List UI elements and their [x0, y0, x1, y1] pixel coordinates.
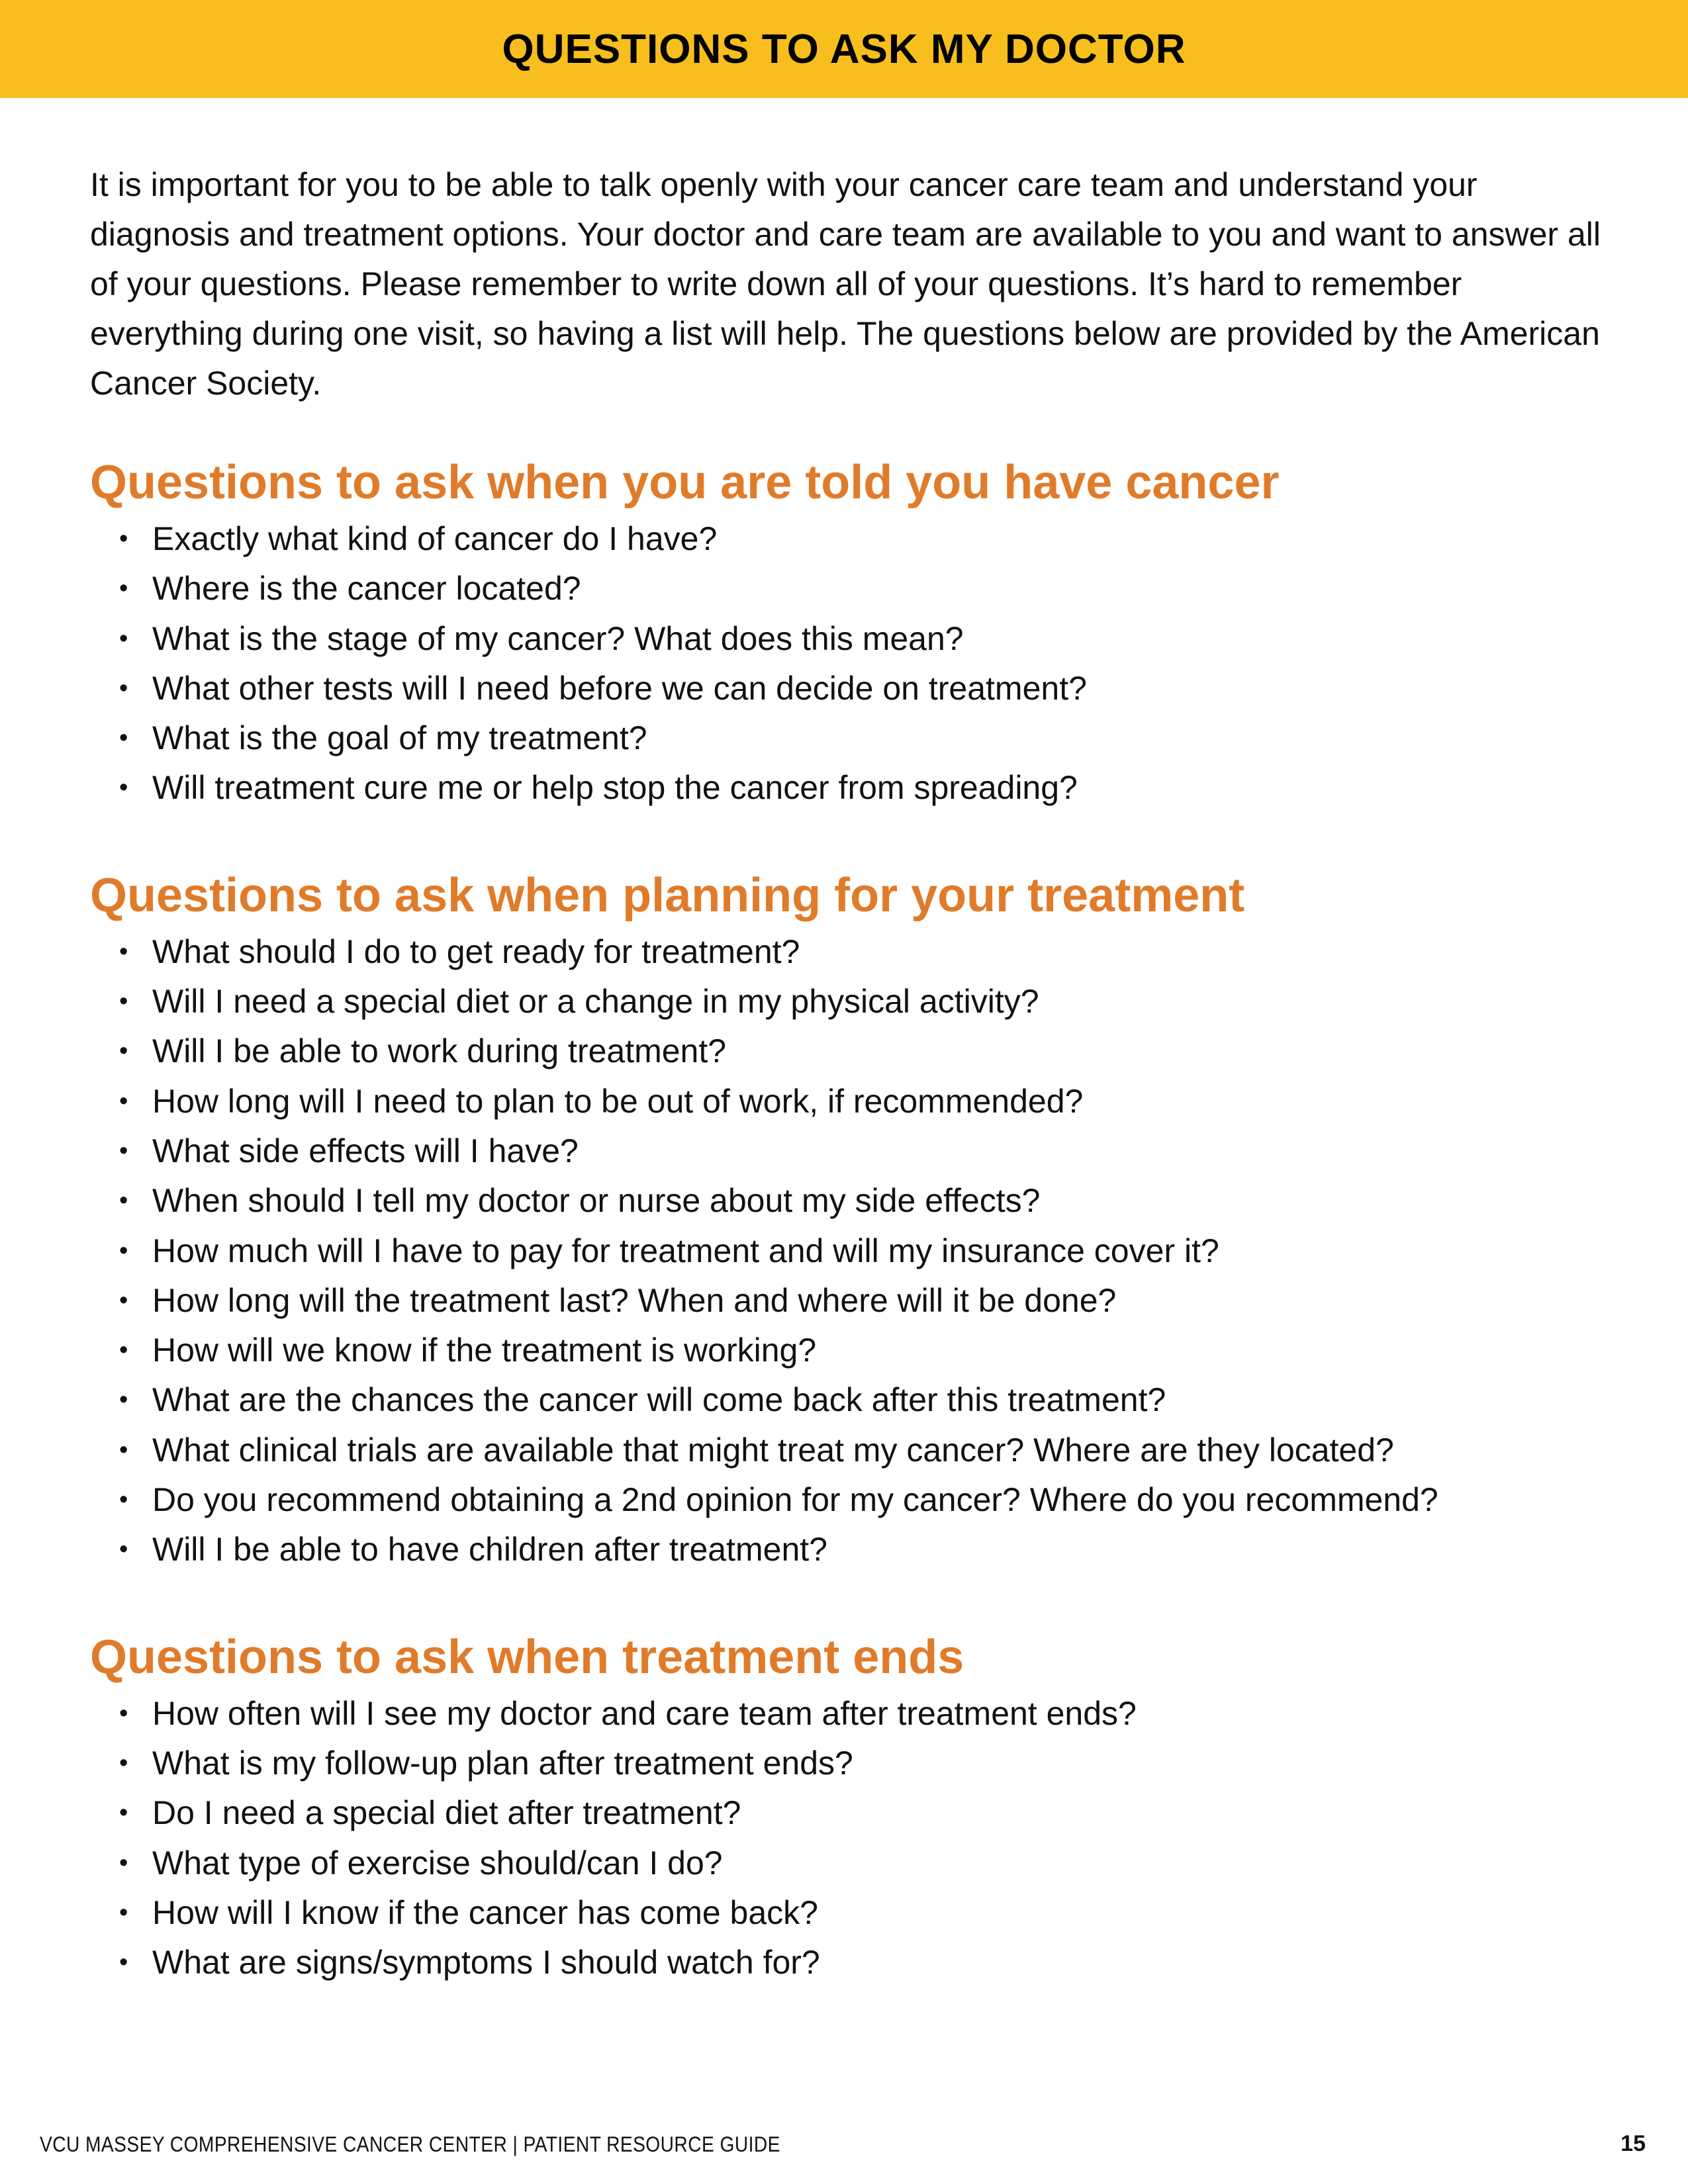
- section-title-treatment-ends: Questions to ask when treatment ends: [90, 1630, 964, 1684]
- main-content: [90, 160, 1613, 1987]
- list-item: • How much will I have to pay for treatment and will my insurance cover it?: [119, 1226, 1613, 1276]
- question-list-treatment-ends: [90, 1689, 1613, 1988]
- list-item: • What other tests will I need before we can decide on treatment?: [119, 664, 1613, 713]
- list-item: • Will I be able to work during treatment?: [119, 1026, 1613, 1076]
- page-number: 15: [1620, 2131, 1646, 2156]
- page-title: QUESTIONS TO ASK MY DOCTOR: [502, 26, 1186, 72]
- list-item: • What side effects will I have?: [119, 1126, 1613, 1176]
- footer-guide-title: VCU MASSEY COMPREHENSIVE CANCER CENTER | PATIENT RESOURCE GUIDE: [40, 2132, 780, 2156]
- list-item: • Will I be able to have children after treatment?: [119, 1525, 1613, 1574]
- list-item: • How often will I see my doctor and care team after treatment ends?: [119, 1689, 1613, 1739]
- list-item: • How long will the treatment last? When and where will it be done?: [119, 1276, 1613, 1326]
- list-item: • How will I know if the cancer has come back?: [119, 1888, 1613, 1938]
- list-item: • What is the goal of my treatment?: [119, 713, 1613, 763]
- list-item: • What clinical trials are available that might treat my cancer? Where are they located?: [119, 1426, 1613, 1475]
- list-item: • Where is the cancer located?: [119, 564, 1613, 614]
- list-item: • Will I need a special diet or a change in my physical activity?: [119, 977, 1613, 1026]
- question-list-told-cancer: [90, 514, 1613, 813]
- list-item: • Do I need a special diet after treatment?: [119, 1788, 1613, 1838]
- header-banner: [0, 0, 1688, 98]
- section-title-planning-treatment: Questions to ask when planning for your treatment: [90, 868, 1245, 922]
- list-item: • What is the stage of my cancer? What does this mean?: [119, 614, 1613, 664]
- list-item: • What should I do to get ready for treatment?: [119, 927, 1613, 977]
- list-item: • How will we know if the treatment is working?: [119, 1326, 1613, 1375]
- list-item: • What are signs/symptoms I should watch for?: [119, 1938, 1613, 1987]
- list-item: • What type of exercise should/can I do?: [119, 1839, 1613, 1888]
- list-item: • How long will I need to plan to be out of work, if recommended?: [119, 1077, 1613, 1126]
- section-title-told-cancer: Questions to ask when you are told you have cancer: [90, 456, 1280, 509]
- list-item: • Will treatment cure me or help stop the cancer from spreading?: [119, 763, 1613, 813]
- list-item: • What is my follow-up plan after treatment ends?: [119, 1739, 1613, 1788]
- intro-paragraph: It is important for you to be able to talk openly with your cancer care team and understand your diagnosis and treatment options. Your doctor and care team are available to you and want to answer all of your questions. Please remember to write down all of your questions. It’s hard to remember everything during one visit, so having a list will help. The questions below are provided by the American Cancer Society.: [90, 166, 1601, 402]
- question-list-planning-treatment: [90, 927, 1613, 1575]
- list-item: • Do you recommend obtaining a 2nd opinion for my cancer? Where do you recommend?: [119, 1475, 1613, 1525]
- list-item: • What are the chances the cancer will come back after this treatment?: [119, 1375, 1613, 1425]
- list-item: • Exactly what kind of cancer do I have?: [119, 514, 1613, 564]
- list-item: • When should I tell my doctor or nurse about my side effects?: [119, 1176, 1613, 1226]
